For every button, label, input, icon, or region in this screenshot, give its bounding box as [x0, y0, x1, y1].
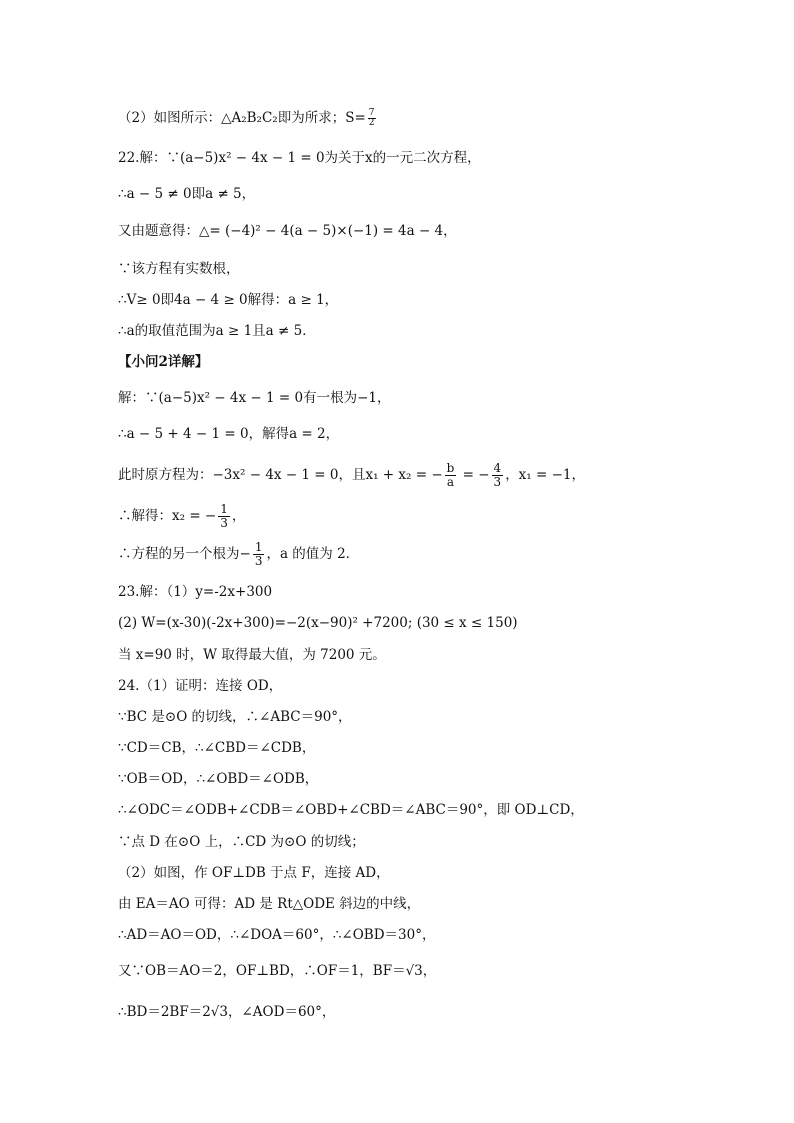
text: （2）如图所示：△A₂B₂C₂即为所求；S= [118, 110, 366, 126]
line-q23-part1: 23.解：（1）y=-2x+300 [118, 584, 273, 600]
text: ， [231, 508, 246, 524]
line-q24-angle-sum: ∴∠ODC＝∠ODB+∠CDB＝∠OBD+∠CBD＝∠ABC＝90°，即 OD⊥CD， [118, 802, 584, 818]
fraction-numerator: 1 [254, 540, 263, 554]
fraction-numerator: 1 [220, 502, 228, 516]
fraction-numerator: b [446, 461, 455, 475]
line-root-minus-1: 解：∵(a−5)x² − 4x − 1 = 0有一根为−1， [118, 390, 391, 406]
line-other-root [118, 541, 359, 568]
section-heading: 【小问2详解】 [118, 354, 209, 370]
fraction-denominator: 2 [368, 118, 375, 128]
line-q24-median: 由 EA＝AO 可得：AD 是 Rt△ODE 斜边的中线， [118, 896, 421, 912]
fraction-denominator: 3 [254, 554, 263, 568]
fraction-numerator: 7 [368, 108, 375, 118]
fraction-b-over-a [445, 462, 457, 489]
line-q24-angles: ∴AD＝AO＝OD，∴∠DOA＝60°，∴∠OBD＝30°， [118, 927, 436, 943]
fraction-4-over-3 [492, 462, 504, 489]
line-discriminant: 又由题意得：△= (−4)² − 4(a − 5)×(−1) = 4a − 4， [118, 223, 457, 239]
text: 此时原方程为：−3x² − 4x − 1 = 0，且x₁ + x₂ = − [118, 467, 443, 483]
line-original-equation [118, 462, 585, 489]
line-a-not-5: ∴a − 5 ≠ 0即a ≠ 5， [118, 186, 256, 202]
line-q24-part2: （2）如图，作 OF⊥DB 于点 F，连接 AD， [118, 865, 390, 881]
line-q24-start: 24.（1）证明：连接 OD， [118, 678, 283, 694]
line-q22-start: 22.解：∵(a−5)x² − 4x − 1 = 0为关于x的一元二次方程， [118, 150, 481, 166]
fraction [368, 109, 376, 128]
text: ∴方程的另一个根为− [118, 546, 251, 562]
line-q24-ob-od: ∵OB＝OD，∴∠OBD＝∠ODB， [118, 771, 319, 787]
fraction-numerator: 4 [493, 461, 502, 475]
line-q24-tangent: ∵BC 是⊙O 的切线，∴∠ABC＝90°， [118, 709, 352, 725]
fraction-1-over-3 [253, 541, 265, 568]
line-a-range: ∴a的取值范围为a ≥ 1且a ≠ 5． [118, 323, 316, 339]
line-q23-max: 当 x=90 时，W 取得最大值，为 7200 元。 [118, 647, 386, 663]
fraction-denominator: 3 [220, 516, 228, 530]
line-x2-solution [118, 503, 245, 530]
fraction-denominator: a [446, 475, 455, 489]
line-solve-a: ∴V≥ 0即4a − 4 ≥ 0解得：a ≥ 1， [118, 292, 339, 308]
text: = − [458, 467, 490, 483]
line-part2-answer [118, 108, 378, 128]
text: ∴解得：x₂ = − [118, 508, 217, 524]
line-solve-a-2: ∴a − 5 + 4 − 1 = 0，解得a = 2， [118, 426, 340, 442]
line-q24-bd: ∴BD＝2BF＝2√3，∠AOD＝60°， [118, 1004, 336, 1020]
line-q23-part2: (2) W=(x-30)(-2x+300)=−2(x−90)² +7200; (30 ≤ x ≤ 150) [118, 615, 518, 631]
line-has-real-roots: ∵该方程有实数根， [118, 261, 240, 277]
fraction-1-over-3 [218, 503, 230, 530]
line-q24-of-bf: 又∵OB＝AO＝2，OF⊥BD，∴OF＝1，BF＝√3， [118, 963, 437, 979]
text: ，a 的值为 2． [266, 546, 360, 562]
text: ，x₁ = −1， [505, 467, 586, 483]
line-q24-conclusion: ∵点 D 在⊙O 上，∴CD 为⊙O 的切线； [118, 834, 365, 850]
fraction-denominator: 3 [493, 475, 502, 489]
line-q24-cd-cb: ∵CD＝CB，∴∠CBD＝∠CDB， [118, 740, 316, 756]
